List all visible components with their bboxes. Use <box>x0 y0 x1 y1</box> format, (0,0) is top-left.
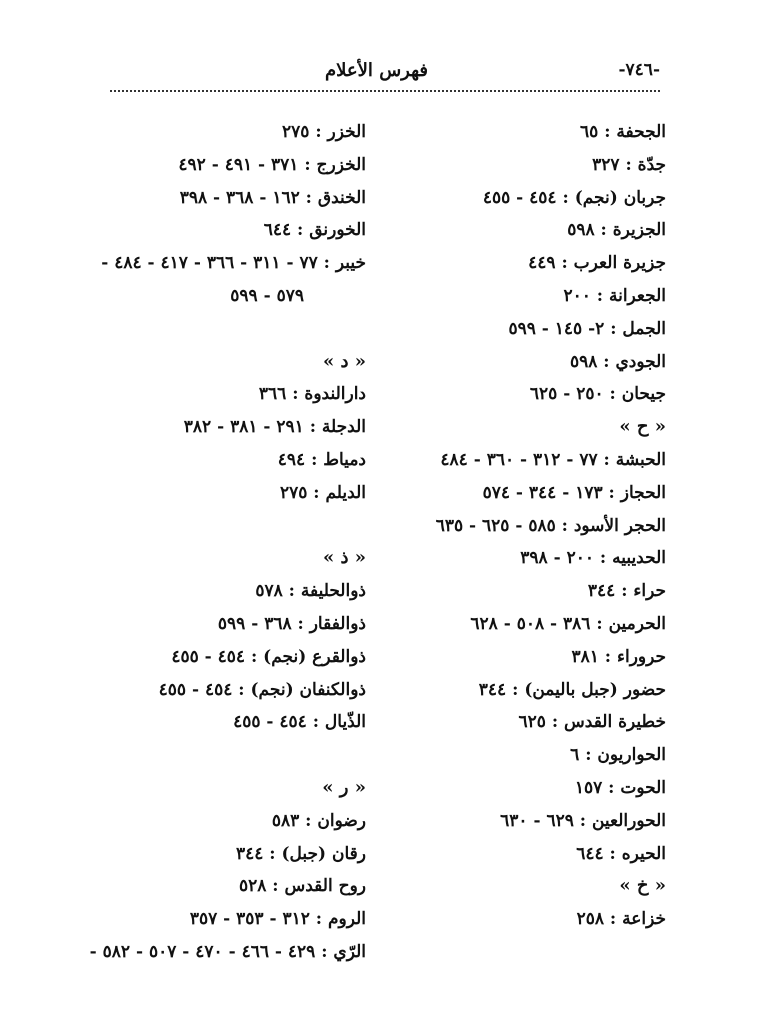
index-entry: جزيرة العرب : ٤٤٩ <box>528 253 666 274</box>
index-entry: ذوالكنفان (نجم) : ٤٥٤ - ٤٥٥ <box>158 679 366 700</box>
section-letter: « ر » <box>322 776 366 798</box>
section-heading <box>66 772 366 805</box>
index-entry: الحجر الأسود : ٥٨٥ - ٦٢٥ - ٦٣٥ <box>435 515 666 536</box>
index-entry: الحجاز : ١٧٣ - ٣٤٤ - ٥٧٤ <box>482 482 666 503</box>
index-entry: الحوت : ١٥٧ <box>574 777 666 798</box>
index-entry: الخزرج : ٣٧١ - ٤٩١ - ٤٩٢ <box>178 154 366 175</box>
index-column-left <box>66 116 366 969</box>
section-heading <box>366 870 666 903</box>
index-entry: رضوان : ٥٨٣ <box>271 810 366 831</box>
index-entry: خطيرة القدس : ٦٢٥ <box>518 712 666 733</box>
section-heading <box>66 542 366 575</box>
index-entry: دمياط : ٤٩٤ <box>277 449 366 470</box>
index-entry: حضور (جبل باليمن) : ٣٤٤ <box>478 679 666 700</box>
page-number: -٧٤٦- <box>618 60 660 80</box>
index-entry: الخورنق : ٦٤٤ <box>263 220 366 241</box>
index-entry: الحيره : ٦٤٤ <box>576 843 666 864</box>
index-entry: الحديبيه : ٢٠٠ - ٣٩٨ <box>520 548 666 569</box>
index-entry: ذوالحليفة : ٥٧٨ <box>255 581 366 602</box>
index-entry: الخزر : ٢٧٥ <box>282 122 366 142</box>
index-entry: دارالندوة : ٣٦٦ <box>258 384 366 405</box>
index-entry: الحبشة : ٧٧ - ٣١٢ - ٣٦٠ - ٤٨٤ <box>440 449 666 470</box>
index-entry: الجزيرة : ٥٩٨ <box>567 220 666 241</box>
index-entry: جدّة : ٣٢٧ <box>592 154 666 175</box>
index-entry-continuation: ٥٧٩ - ٥٩٩ <box>230 285 304 306</box>
index-entry: الحورالعين : ٦٢٩ - ٦٣٠ <box>500 810 666 831</box>
index-entry: الحواريون : ٦ <box>570 745 666 766</box>
header-title: فهرس الأعلام <box>325 60 428 81</box>
section-letter: « د » <box>322 350 366 372</box>
index-entry: الجمل : ٢- ١٤٥ - ٥٩٩ <box>508 318 666 339</box>
section-letter: « خ » <box>619 875 666 897</box>
section-letter: « ح » <box>619 416 666 438</box>
index-entry: جيحان : ٢٥٠ - ٦٢٥ <box>529 384 666 405</box>
index-entry: ذوالفقار : ٣٦٨ - ٥٩٩ <box>217 613 366 634</box>
index-entry: الدجلة : ٢٩١ - ٣٨١ - ٣٨٢ <box>183 417 366 438</box>
header-divider <box>110 90 660 92</box>
section-heading <box>366 411 666 444</box>
index-entry: الحرمين : ٣٨٦ - ٥٠٨ - ٦٢٨ <box>470 613 666 634</box>
index-entry: حروراء : ٣٨١ <box>571 646 666 667</box>
spacer <box>66 313 366 346</box>
index-entry: خزاعة : ٢٥٨ <box>576 909 666 930</box>
spacer <box>66 739 366 772</box>
index-entry: الروم : ٣١٢ - ٣٥٣ - ٣٥٧ <box>189 909 366 930</box>
index-entry: الرّي : ٤٢٩ - ٤٦٦ - ٤٧٠ - ٥٠٧ - ٥٨٢ - <box>89 941 366 962</box>
index-entry: الجحفة : ٦٥ <box>580 122 666 142</box>
index-entry: الجعرانة : ٢٠٠ <box>563 285 666 306</box>
index-entry: الديلم : ٢٧٥ <box>279 482 366 503</box>
section-heading <box>66 346 366 379</box>
index-entry: الخندق : ١٦٢ - ٣٦٨ - ٣٩٨ <box>179 187 366 208</box>
page-header <box>110 58 660 88</box>
section-letter: « ذ » <box>322 547 366 569</box>
index-entry: حراء : ٣٤٤ <box>587 581 666 602</box>
index-column-right <box>366 116 666 936</box>
index-entry: جربان (نجم) : ٤٥٤ - ٤٥٥ <box>482 187 666 208</box>
index-entry: رقان (جبل) : ٣٤٤ <box>235 843 366 864</box>
index-entry: روح القدس : ٥٢٨ <box>238 876 366 897</box>
spacer <box>66 510 366 543</box>
index-entry: الذّيال : ٤٥٤ - ٤٥٥ <box>233 712 366 733</box>
index-entry: الجودي : ٥٩٨ <box>569 351 666 372</box>
index-entry: خيبر : ٧٧ - ٣١١ - ٣٦٦ - ٤١٧ - ٤٨٤ - <box>101 253 366 274</box>
index-entry: ذوالقرع (نجم) : ٤٥٤ - ٤٥٥ <box>171 646 366 667</box>
